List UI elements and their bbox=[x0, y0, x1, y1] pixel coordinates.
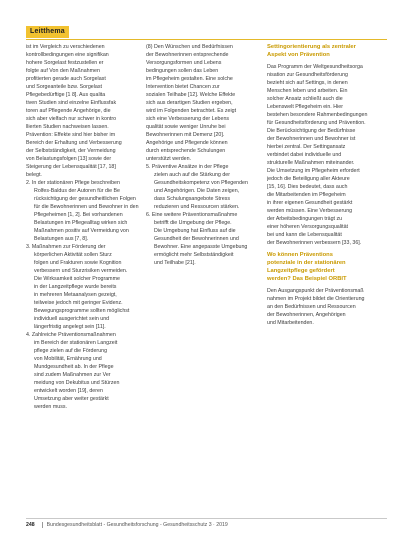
section-heading: Settingorientierung als zentraler Aspekt von Prävention bbox=[267, 44, 356, 58]
paragraph: Den Ausgangspunkt der Präventionsmaß nahmen im Projekt bildet die Orientierung an den Bedürfnissen und Ressourcen der Bewohnerinnen, Angehörigen und Mitarbeitenden. bbox=[267, 288, 365, 326]
list-item: 5. Präventive Ansätze in der Pflege zielen auch auf die Stärkung der Gesundheitskompetenz von Pflegenden und Angehörigen. Die Daten zeigen, dass Schulungsangebote Stress reduzieren und Ressourcen stärken. bbox=[146, 164, 248, 210]
list-item: 2. In der stationären Pflege beschreiben Rolfes-Baldus der Autoren für die Be rücksichtigung der gesundheitlichen Folgen für die Bewohnerinnen und Bewohner in den Pflegeheimen [1, 2]. Bei vorhandenen Belastungen im Pflegealltag wirken sich Maßnahmen positiv auf Vermeidung von Belastungen aus [7, 8]. bbox=[26, 180, 139, 242]
text-column-2 bbox=[146, 43, 259, 515]
page-number: 248 bbox=[26, 522, 35, 528]
section-tag: Leitthema bbox=[26, 26, 69, 38]
page-top-margin bbox=[0, 0, 413, 14]
text-column-3 bbox=[267, 43, 380, 515]
list-item: 4. Zahlreiche Präventionsmaßnahmen im Bereich der stationären Langzeit pflege zielen auf die Förderung von Mobilität, Ernährung und Mundgesundheit ab. In der Pflege sind zudem Maßnahmen zur Ver meidung von Dekubitus und Stürzen entwickelt worden [19], deren Umsetzung aber weiter gestärkt werden muss. bbox=[26, 332, 120, 410]
footer-rule bbox=[26, 518, 387, 519]
paragraph: Das Programm der Weltgesundheitsorga nisation zur Gesundheitsförderung bezieht sich auf Settings, in denen Menschen leben und arbeiten. Ein solcher Ansatz schließt auch die Lebenswelt Pflegeheim ein. Hier bestehen besondere Rahmenbedingungen für Gesundheitsförderung und Prävention. Die Berücksichtigung der Bedürfnisse der Bewohnerinnen und Bewohner ist hierbei zentral. Der Settingansatz verbindet dabei individuelle und strukturelle Maßnahmen miteinander. Die Umsetzung im Pflegeheim erfordert jedoch die Beteiligung aller Akteure [15, 16]. Dies bedeutet, dass auch die Mitarbeitenden im Pflegeheim in ihrer eigenen Gesundheit gestärkt werden müssen. Eine Verbesserung der Arbeitsbedingungen trägt zu einer höheren Versorgungsqualität bei und kann die Lebensqualität der Bewohnerinnen verbessern [33, 36]. bbox=[267, 64, 368, 246]
header-rule bbox=[26, 39, 387, 40]
text-column-1 bbox=[26, 43, 139, 515]
page-footer bbox=[26, 521, 228, 529]
footer-separator bbox=[42, 522, 43, 528]
journal-citation: Bundesgesundheitsblatt - Gesundheitsforschung - Gesundheitsschutz 3 · 2019 bbox=[46, 522, 228, 528]
paragraph: ist im Vergleich zu verschiedenen kontrollbedingungen eine signifikan hohere Sorgelast festzustellen er folgte auf Von den Maßnahmen profitierten gerade auch Sorgelast und Sorgeanteile bzw. Sorgelast Pflegebedürftige [1 8]. Aus qualita tiven Studien sind einzelne Einflussfak toren auf Pflegende Angehörige, die sich aber vielfach nur schwer in kontro llierten Studien nachweisen lassen. Prävention: Effekte sind hier bisher im Bereich der Erhaltung und Verbesserung der Selbstständigkeit, der Vermeidung von Belastungsfolgen [13] sowie der Steigerung der Lebensqualität [17, 18] belegt. bbox=[26, 44, 122, 178]
list-item: 3. Maßnahmen zur Förderung der körperlichen Aktivität sollen Sturz folgen und Frakturen sowie Kognition verbessern und Sturzrisiken vermeiden. Die Wirksamkeit solcher Programme in der Langzeitpflege wurde bereits in mehreren Metaanalysen gezeigt, teilweise jedoch mit geringer Evidenz. Bewegungsprogramme sollten möglichst individuell ausgerichtet sein und längerfristig angelegt sein [11]. bbox=[26, 244, 130, 330]
paragraph: (8) Den Wünschen und Bedürfnissen der Bewohnerinnen entsprechende Versorgungsformen und Lebens bedingungen sollen das Leben im Pflegeheim gestalten. Eine solche Intervention bietet Chancen zur sozialen Teilhabe [12]. Welche Effekte sich aus derartigen Studien ergeben, wird im Folgenden betrachtet. Es zeigt sich eine Verbesserung der Lebens qualität sowie weniger Unruhe bei Bewohnerinnen mit Demenz [20]. Angehörige und Pflegende können durch entsprechende Schulungen unterstützt werden. bbox=[146, 44, 237, 162]
section-heading: Wo können Präventions potenziale in der stationären Langzeitpflege gefördert werden? Das Beispiel ORBIT bbox=[267, 252, 347, 282]
list-item: 6. Eine weitere Präventionsmaßnahme betrifft die Umgebung der Pflege. Die Umgebung hat Einfluss auf die Gesundheit der Bewohnerinnen und Bewohner. Eine angepasste Umgebung ermöglicht mehr Selbstständigkeit und Teilhabe [21]. bbox=[146, 212, 248, 266]
